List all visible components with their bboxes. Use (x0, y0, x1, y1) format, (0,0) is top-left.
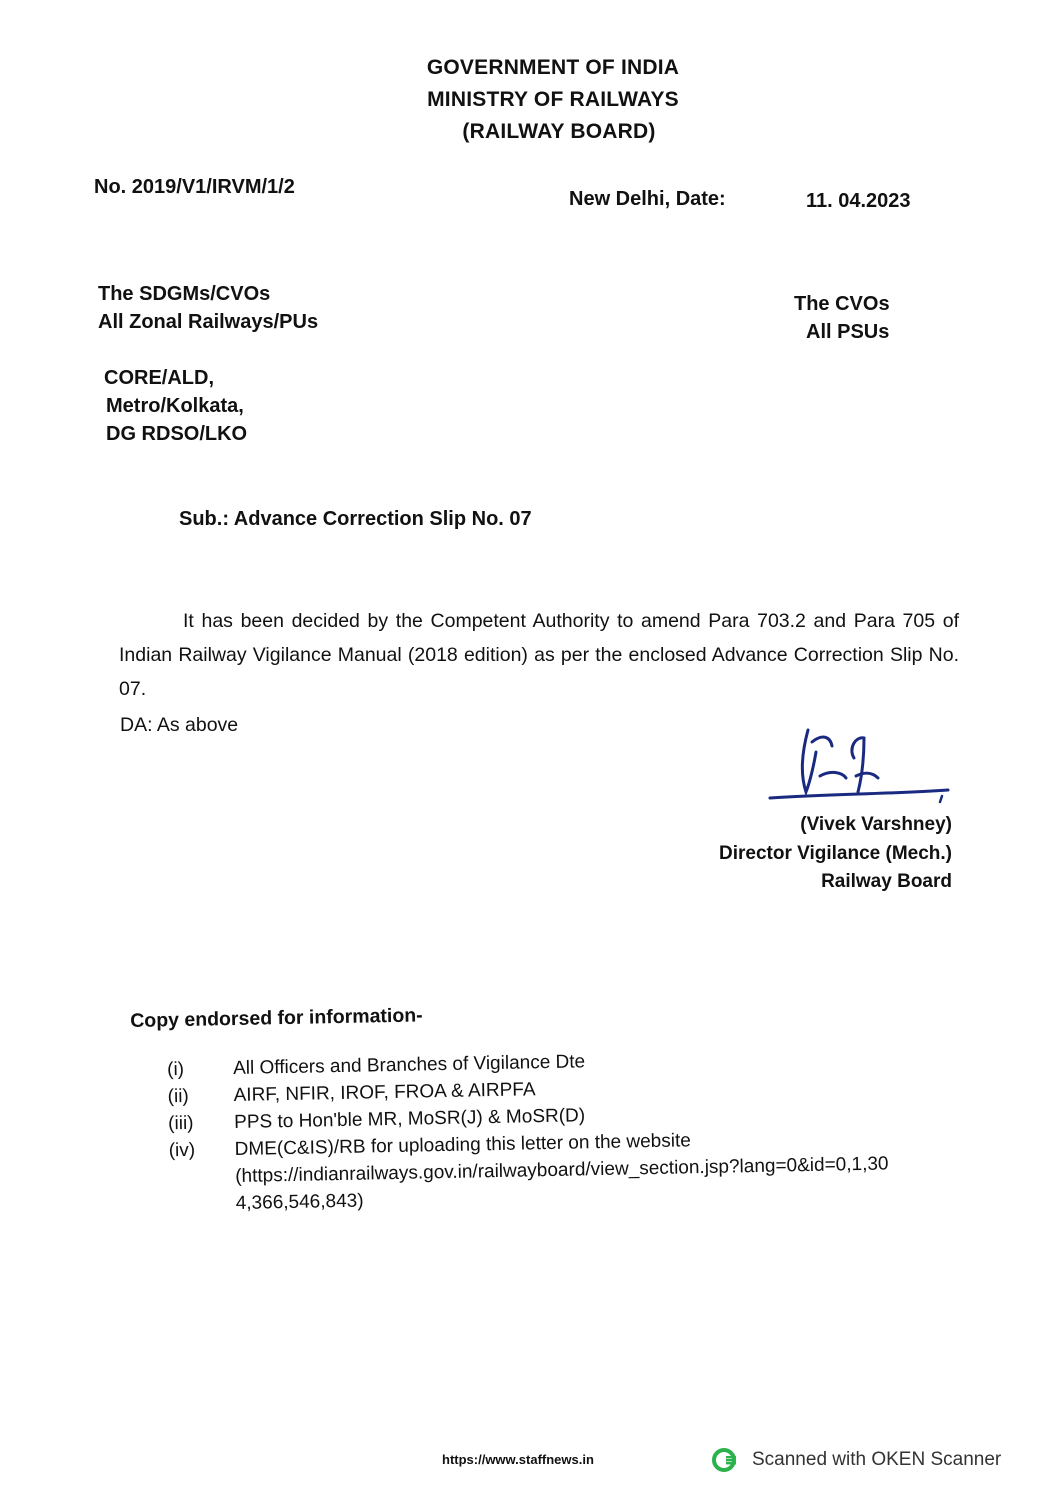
date-label: New Delhi, Date: (569, 188, 726, 210)
date-value: 11. 04.2023 (806, 190, 911, 212)
addressee-line: Metro/Kolkata, (106, 395, 244, 417)
list-item-number: (i) (166, 1058, 185, 1081)
copy-list (131, 1041, 974, 1219)
addressee-psus (794, 290, 890, 346)
list-item-text: PPS to Hon'ble MR, MoSR(J) & MoSR(D) (233, 1105, 586, 1134)
enclosure-note: DA: As above (120, 714, 239, 736)
list-item-text: DME(C&IS)/RB for uploading this letter on the website (https://indianrailways.gov.in/railwayboard/view_section.jsp?lang=0&id=0,1,30 4,366,546,843) (234, 1130, 889, 1215)
addressee-line: DG RDSO/LKO (106, 423, 248, 445)
addressee-zonal-railways (98, 280, 318, 336)
addressee-others (104, 364, 247, 448)
list-item-number: (ii) (167, 1085, 189, 1108)
list-item-number: (iv) (168, 1139, 196, 1162)
subject-line: Sub.: Advance Correction Slip No. 07 (179, 508, 532, 530)
signatory-organization: Railway Board (821, 871, 952, 892)
scanner-watermark (712, 1447, 1001, 1473)
oken-scanner-logo-icon (712, 1447, 738, 1473)
list-item-text: AIRF, NFIR, IROF, FROA & AIRPFA (233, 1079, 536, 1107)
signatory-name: (Vivek Varshney) (800, 814, 952, 835)
scanner-text: Scanned with OKEN Scanner (752, 1449, 1002, 1470)
list-item-number: (iii) (167, 1112, 194, 1135)
addressee-line: All Zonal Railways/PUs (98, 311, 319, 333)
signatory-designation: Director Vigilance (Mech.) (719, 843, 952, 864)
reference-number: No. 2019/V1/IRVM/1/2 (94, 176, 295, 198)
copy-heading: Copy endorsed for information- (130, 1004, 423, 1032)
header-ministry: MINISTRY OF RAILWAYS (427, 88, 679, 111)
footer-website-link[interactable]: https://www.staffnews.in (442, 1452, 594, 1467)
list-item (132, 1122, 973, 1219)
header-board: (RAILWAY BOARD) (462, 120, 656, 143)
body-paragraph: It has been decided by the Competent Authority to amend Para 703.2 and Para 705 of Indian Railway Vigilance Manual (2018 edition) as per the enclosed Advance Correction Slip No. 07. (119, 610, 959, 700)
header-government: GOVERNMENT OF INDIA (426, 56, 680, 79)
addressee-line: The SDGMs/CVOs (98, 283, 271, 305)
addressee-line: The CVOs (794, 293, 890, 315)
signature-image (760, 712, 960, 812)
copy-endorsement-section (130, 994, 974, 1219)
addressee-line: CORE/ALD, (104, 367, 214, 389)
list-item-text: All Officers and Branches of Vigilance Dte (232, 1051, 586, 1080)
addressee-line: All PSUs (806, 321, 890, 343)
